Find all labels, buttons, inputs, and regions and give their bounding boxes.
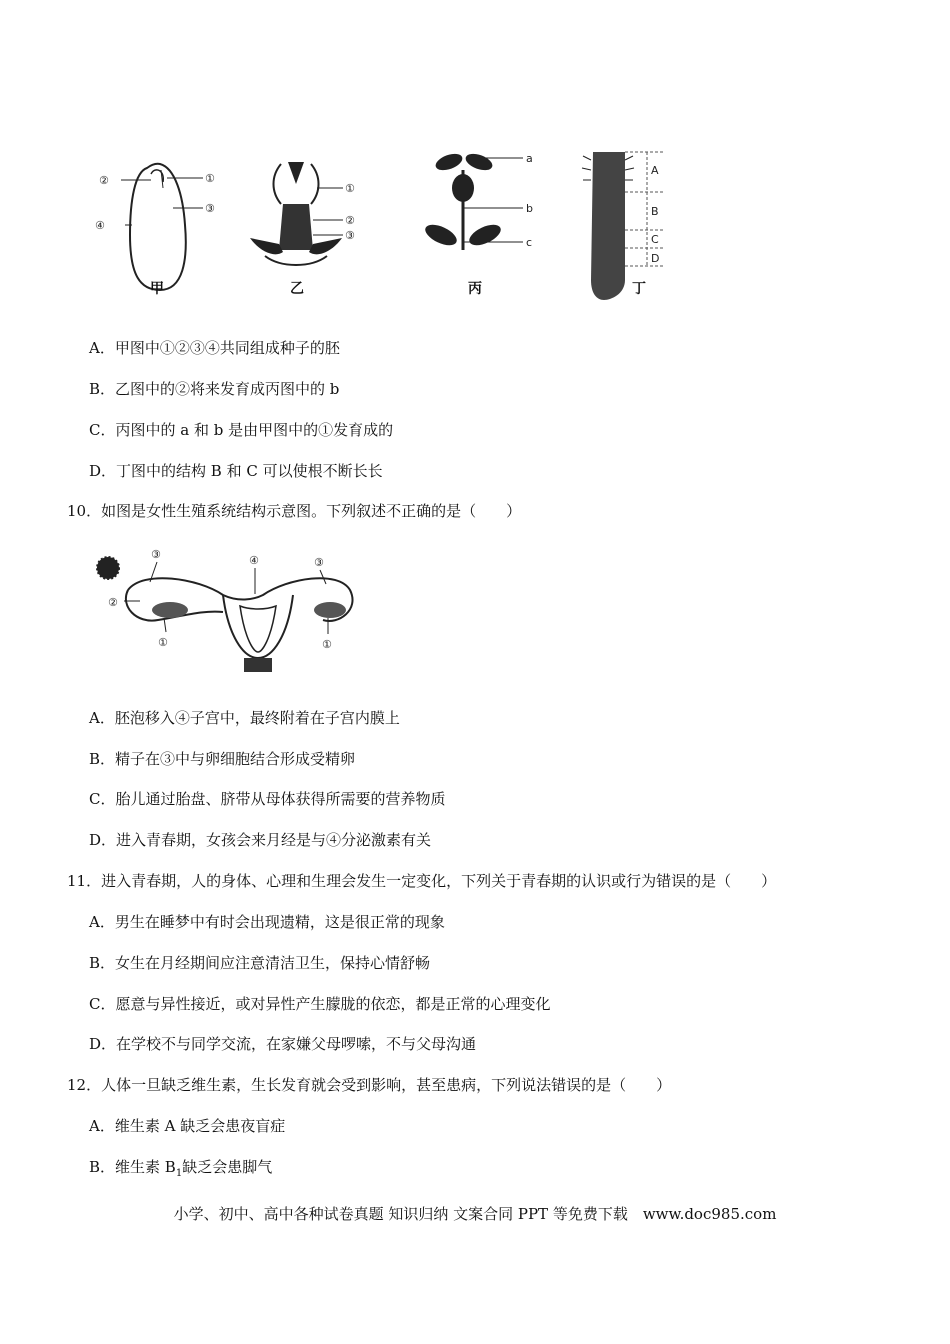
q10-option-d: D．进入青春期，女孩会来月经是与④分泌激素有关 <box>89 831 432 849</box>
q11-option-d: D．在学校不与同学交流，在家嫌父母啰嗦，不与父母沟通 <box>89 1035 477 1053</box>
plant-figure <box>85 140 705 310</box>
q10-option-c: C．胎儿通过胎盘、脐带从母体获得所需要的营养物质 <box>89 790 446 808</box>
q9-option-c: C．丙图中的 a 和 b 是由甲图中的①发育成的 <box>89 421 394 439</box>
q12-option-b-suffix: 缺乏会患脚气 <box>182 1158 273 1176</box>
seed-label-4: ④ <box>95 219 105 232</box>
q12-stem: 12．人体一旦缺乏维生素，生长发育就会受到影响，甚至患病，下列说法错误的是（ ） <box>67 1076 672 1094</box>
caption-jia: 甲 <box>150 281 164 297</box>
repro-label-3-left: ③ <box>151 548 161 561</box>
root-label-C: C <box>651 233 659 246</box>
q11-option-b: B．女生在月经期间应注意清洁卫生，保持心情舒畅 <box>89 954 431 972</box>
seed-label-3: ③ <box>205 202 215 215</box>
bud-label-2: ② <box>345 214 355 227</box>
root-label-A: A <box>651 164 659 177</box>
seedling-diagram <box>422 151 533 250</box>
female-reproductive-svg <box>88 540 388 675</box>
caption-yi: 乙 <box>290 281 304 297</box>
q12-option-b <box>89 1157 272 1184</box>
root-tip-diagram <box>582 152 663 300</box>
repro-label-1-right: ① <box>322 638 332 651</box>
q12-option-a: A．维生素 A 缺乏会患夜盲症 <box>89 1117 286 1135</box>
q11-option-a: A．男生在睡梦中有时会出现遗精，这是很正常的现象 <box>89 913 445 931</box>
seed-label-1: ① <box>205 172 215 185</box>
bud-label-3: ③ <box>345 229 355 242</box>
seedling-label-b: b <box>526 202 533 215</box>
seed-label-2: ② <box>99 174 109 187</box>
q10-option-b: B．精子在③中与卵细胞结合形成受精卵 <box>89 750 356 768</box>
plant-figure-svg <box>85 140 705 310</box>
q10-stem: 10．如图是女性生殖系统结构示意图。下列叙述不正确的是（ ） <box>67 502 522 520</box>
caption-bing: 丙 <box>468 281 482 297</box>
seedling-label-a: a <box>526 152 533 165</box>
bud-diagram <box>250 162 355 265</box>
root-label-B: B <box>651 205 659 218</box>
seedling-label-c: c <box>526 236 533 249</box>
q11-stem: 11．进入青春期，人的身体、心理和生理会发生一定变化，下列关于青春期的认识或行为错误的是（ ） <box>67 872 777 890</box>
female-reproductive-figure <box>88 540 388 675</box>
q12-option-b-subscript: 1 <box>175 1168 183 1179</box>
q9-option-a: A．甲图中①②③④共同组成种子的胚 <box>89 339 340 357</box>
bud-label-1: ① <box>345 182 355 195</box>
repro-label-2: ② <box>108 596 118 609</box>
repro-label-4: ④ <box>249 554 259 567</box>
q11-option-c: C．愿意与异性接近，或对异性产生朦胧的依恋，都是正常的心理变化 <box>89 995 551 1013</box>
q12-option-b-prefix: B．维生素 B <box>89 1158 176 1176</box>
repro-label-3-right: ③ <box>314 556 324 569</box>
q9-option-b: B．乙图中的②将来发育成丙图中的 b <box>89 380 340 398</box>
caption-ding: 丁 <box>632 281 646 297</box>
repro-label-1-left: ① <box>158 636 168 649</box>
page-footer: 小学、初中、高中各种试卷真题 知识归纳 文案合同 PPT 等免费下载 www.doc985.com <box>173 1205 777 1223</box>
root-label-D: D <box>651 252 660 265</box>
q9-option-d: D．丁图中的结构 B 和 C 可以使根不断长长 <box>89 462 383 480</box>
seed-diagram <box>95 164 215 290</box>
q10-option-a: A．胚泡移入④子宫中，最终附着在子宫内膜上 <box>89 709 400 727</box>
